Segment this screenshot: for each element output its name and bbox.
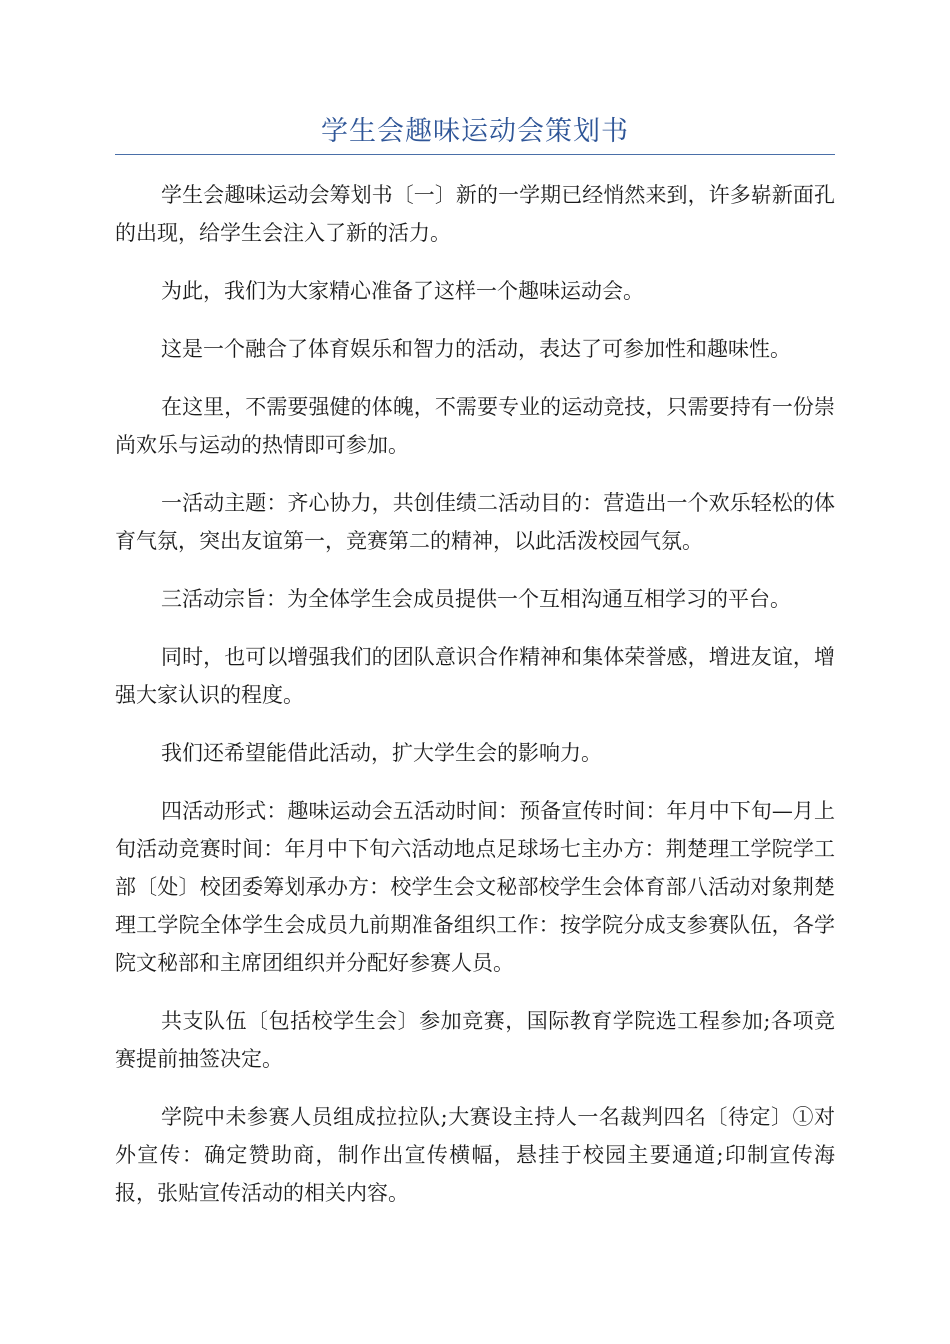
paragraph: 三活动宗旨：为全体学生会成员提供一个互相沟通互相学习的平台。	[161, 587, 791, 611]
paragraph: 共支队伍〔包括校学生会〕参加竞赛，国际教育学院选工程参加;各项竞赛提前抽签决定。	[115, 1009, 835, 1071]
paragraph: 四活动形式：趣味运动会五活动时间：预备宣传时间：年月中下旬—月上旬活动竞赛时间：年月中下旬六活动地点足球场七主办方：荆楚理工学院学工部〔处〕校团委筹划承办方：校学生会文秘部校学生会体育部八活动对象荆楚理工学院全体学生会成员九前期准备组织工作：按学院分成支参赛队伍，各学院文秘部和主席团组织并分配好参赛人员。	[115, 799, 835, 975]
title-underline	[115, 154, 835, 155]
paragraph: 我们还希望能借此活动，扩大学生会的影响力。	[161, 741, 602, 765]
paragraph: 学院中未参赛人员组成拉拉队;大赛设主持人一名裁判四名〔待定〕①对外宣传：确定赞助商，制作出宣传横幅，悬挂于校园主要通道;印制宣传海报，张贴宣传活动的相关内容。	[115, 1105, 835, 1205]
paragraph: 在这里，不需要强健的体魄，不需要专业的运动竞技，只需要持有一份崇尚欢乐与运动的热情即可参加。	[115, 395, 835, 457]
document-title: 学生会趣味运动会策划书	[321, 116, 629, 147]
paragraph: 学生会趣味运动会筹划书〔一〕新的一学期已经悄然来到，许多崭新面孔的出现，给学生会注入了新的活力。	[115, 183, 835, 245]
paragraph: 为此，我们为大家精心准备了这样一个趣味运动会。	[161, 279, 644, 303]
paragraph: 同时，也可以增强我们的团队意识合作精神和集体荣誉感，增进友谊，增强大家认识的程度。	[115, 645, 835, 707]
paragraph: 这是一个融合了体育娱乐和智力的活动，表达了可参加性和趣味性。	[161, 337, 791, 361]
paragraph: 一活动主题：齐心协力，共创佳绩二活动目的：营造出一个欢乐轻松的体育气氛，突出友谊第一，竞赛第二的精神，以此活泼校园气氛。	[115, 491, 835, 553]
document-body	[115, 176, 835, 1232]
